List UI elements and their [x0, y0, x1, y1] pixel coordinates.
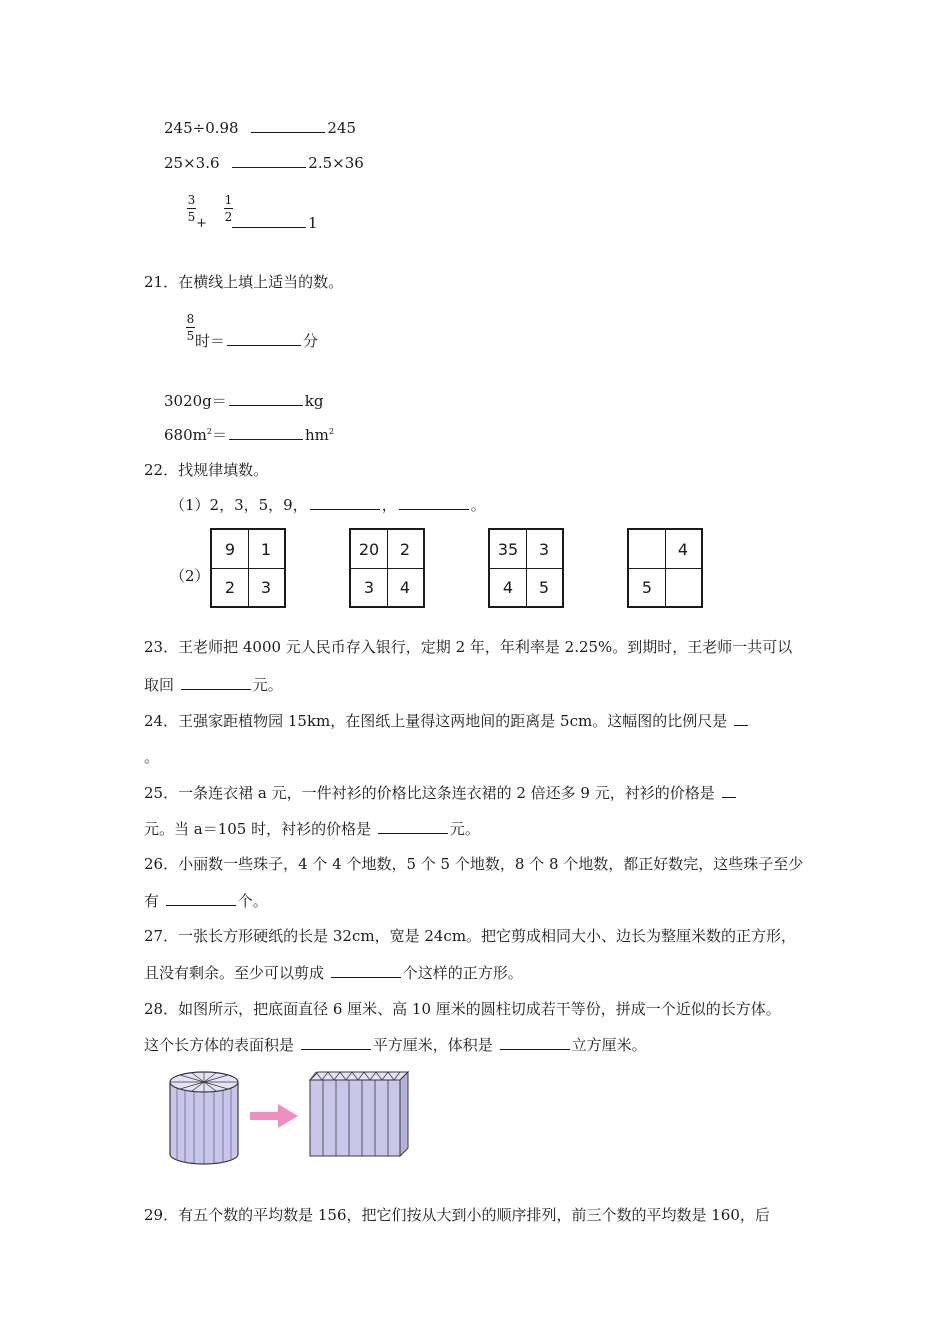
compare-row-1: [164, 121, 356, 136]
cylinder-to-cuboid-figure: [168, 1068, 418, 1168]
fraction-8-5: [186, 313, 195, 342]
answer-blank[interactable]: [227, 344, 301, 346]
unit-minute: 分: [303, 332, 319, 350]
q23-prefix: 取回: [144, 676, 179, 694]
grid-cell: 3: [526, 530, 562, 569]
q28-mid: 平方厘米，体积是: [372, 1036, 498, 1054]
compare-row-3: [232, 216, 318, 231]
number-grid-1: [210, 528, 286, 608]
fraction-numerator: 8: [186, 312, 195, 326]
number-grid-4: [627, 528, 703, 608]
period: 。: [470, 496, 486, 514]
q21-line-2: [164, 394, 323, 409]
compare-row-2-right: 2.5×36: [308, 154, 364, 172]
question-23-line-2: [144, 678, 283, 693]
question-25-line-2: [144, 822, 480, 837]
q24-text: 24．王强家距植物园 15km，在图纸上量得这两地间的距离是 5cm。这幅图的比例尺是: [144, 712, 732, 730]
q21-line-3: [164, 428, 334, 443]
fraction-numerator: 3: [187, 193, 196, 207]
answer-blank[interactable]: [500, 1048, 570, 1050]
question-21: 21．在横线上填上适当的数。: [144, 273, 344, 291]
q21-line-3-left: 680m: [164, 426, 207, 444]
q27-suffix: 个这样的正方形。: [402, 964, 523, 982]
question-27-line-2: [144, 966, 523, 981]
equals-sign: ＝: [211, 426, 227, 444]
question-29-line-1: 29．有五个数的平均数是 156，把它们按从大到小的顺序排列，前三个数的平均数是 160，后: [144, 1206, 770, 1224]
answer-blank[interactable]: [331, 976, 401, 978]
comma: ，: [381, 496, 397, 514]
answer-blank[interactable]: [301, 1048, 371, 1050]
grid-cell: 20: [351, 530, 388, 569]
answer-blank[interactable]: [251, 131, 325, 133]
answer-blank[interactable]: [399, 508, 469, 510]
question-24-line-2: 。: [144, 748, 160, 766]
grid-cell-blank[interactable]: [665, 568, 701, 606]
grid-cell: 4: [490, 568, 527, 606]
question-26-line-2: [144, 894, 268, 909]
q25-suffix: 元。: [449, 820, 480, 838]
q21-line-1: [195, 334, 318, 349]
grid-cell: 2: [387, 530, 423, 569]
fraction-bar: [224, 208, 233, 209]
fraction-bar: [186, 327, 195, 328]
arrow-right-icon: [250, 1104, 298, 1128]
cuboid-icon: [310, 1072, 408, 1156]
question-28-line-2: [144, 1038, 647, 1053]
superscript: 2: [328, 427, 334, 436]
answer-blank[interactable]: [229, 438, 303, 440]
q22-part-2-label: （2）: [170, 567, 210, 585]
q22-part-1: [170, 498, 486, 513]
question-28-line-1: 28．如图所示，把底面直径 6 厘米、高 10 厘米的圆柱切成若干等份，拼成一个近似的长方体。: [144, 1000, 781, 1018]
grid-cell: 4: [399, 577, 411, 597]
fraction-numerator: 1: [224, 193, 233, 207]
compare-row-1-right: 245: [327, 119, 357, 137]
q21-line-2-left: 3020g＝: [164, 392, 227, 410]
answer-blank[interactable]: [232, 166, 306, 168]
unit-hour: 时＝: [195, 332, 226, 350]
q25-text: 25．一条连衣裙 a 元，一件衬衫的价格比这条连衣裙的 2 倍还多 9 元，衬衫的价格是: [144, 784, 720, 802]
grid-cell: 5: [538, 577, 550, 597]
question-25-line-1: [144, 786, 738, 801]
q28-suffix: 立方厘米。: [571, 1036, 647, 1054]
q21-line-3-right: hm: [304, 426, 329, 444]
answer-blank[interactable]: [734, 724, 748, 726]
question-24-line-1: [144, 714, 750, 729]
question-22: 22．找规律填数。: [144, 461, 269, 479]
q28-prefix: 这个长方体的表面积是: [144, 1036, 299, 1054]
compare-row-3-right: 1: [308, 214, 318, 232]
grid-cell: 3: [351, 568, 388, 606]
grid-cell-blank[interactable]: [629, 530, 666, 569]
q21-line-2-right: kg: [304, 392, 324, 410]
question-27-line-1: 27．一张长方形硬纸的长是 32cm，宽是 24cm。把它剪成相同大小、边长为整厘米数的正方形，: [144, 927, 797, 945]
q26-suffix: 个。: [237, 892, 268, 910]
grid-cell: 3: [260, 577, 272, 597]
question-23-line-1: 23．王老师把 4000 元人民币存入银行，定期 2 年，年利率是 2.25%。到期时，王老师一共可以: [144, 638, 793, 656]
q22-part-1-sequence: （1）2，3，5，9，: [170, 496, 308, 514]
q27-prefix: 且没有剩余。至少可以剪成: [144, 964, 329, 982]
fraction-bar: [187, 208, 196, 209]
fraction-denominator: 2: [224, 210, 233, 224]
superscript: 2: [206, 427, 212, 436]
q25-prefix: 元。当 a＝105 时，衬衫的价格是: [144, 820, 376, 838]
compare-row-2-left: 25×3.6: [164, 154, 220, 172]
q23-suffix: 元。: [252, 676, 283, 694]
grid-cell: 4: [665, 530, 701, 569]
answer-blank[interactable]: [229, 404, 303, 406]
grid-cell: 1: [248, 530, 284, 569]
question-26-line-1: 26．小丽数一些珠子，4 个 4 个地数，5 个 5 个地数，8 个 8 个地数，都正好数完，这些珠子至少: [144, 855, 804, 873]
answer-blank[interactable]: [378, 832, 448, 834]
grid-cell: 9: [212, 530, 249, 569]
number-grid-2: [349, 528, 425, 608]
grid-cell: 35: [490, 530, 527, 569]
fraction-denominator: 5: [187, 210, 196, 224]
fraction-denominator: 5: [186, 329, 195, 343]
q26-prefix: 有: [144, 892, 164, 910]
compare-row-1-left: 245÷0.98: [164, 119, 239, 137]
answer-blank[interactable]: [232, 226, 306, 228]
answer-blank[interactable]: [166, 904, 236, 906]
fraction-3-5: [187, 194, 196, 223]
answer-blank[interactable]: [181, 688, 251, 690]
plus-sign: +: [196, 216, 207, 231]
grid-cell: 2: [212, 568, 249, 606]
grid-cell: 5: [629, 568, 666, 606]
number-grid-3: [488, 528, 564, 608]
answer-blank[interactable]: [722, 796, 736, 798]
answer-blank[interactable]: [310, 508, 380, 510]
compare-row-2: [164, 156, 364, 171]
